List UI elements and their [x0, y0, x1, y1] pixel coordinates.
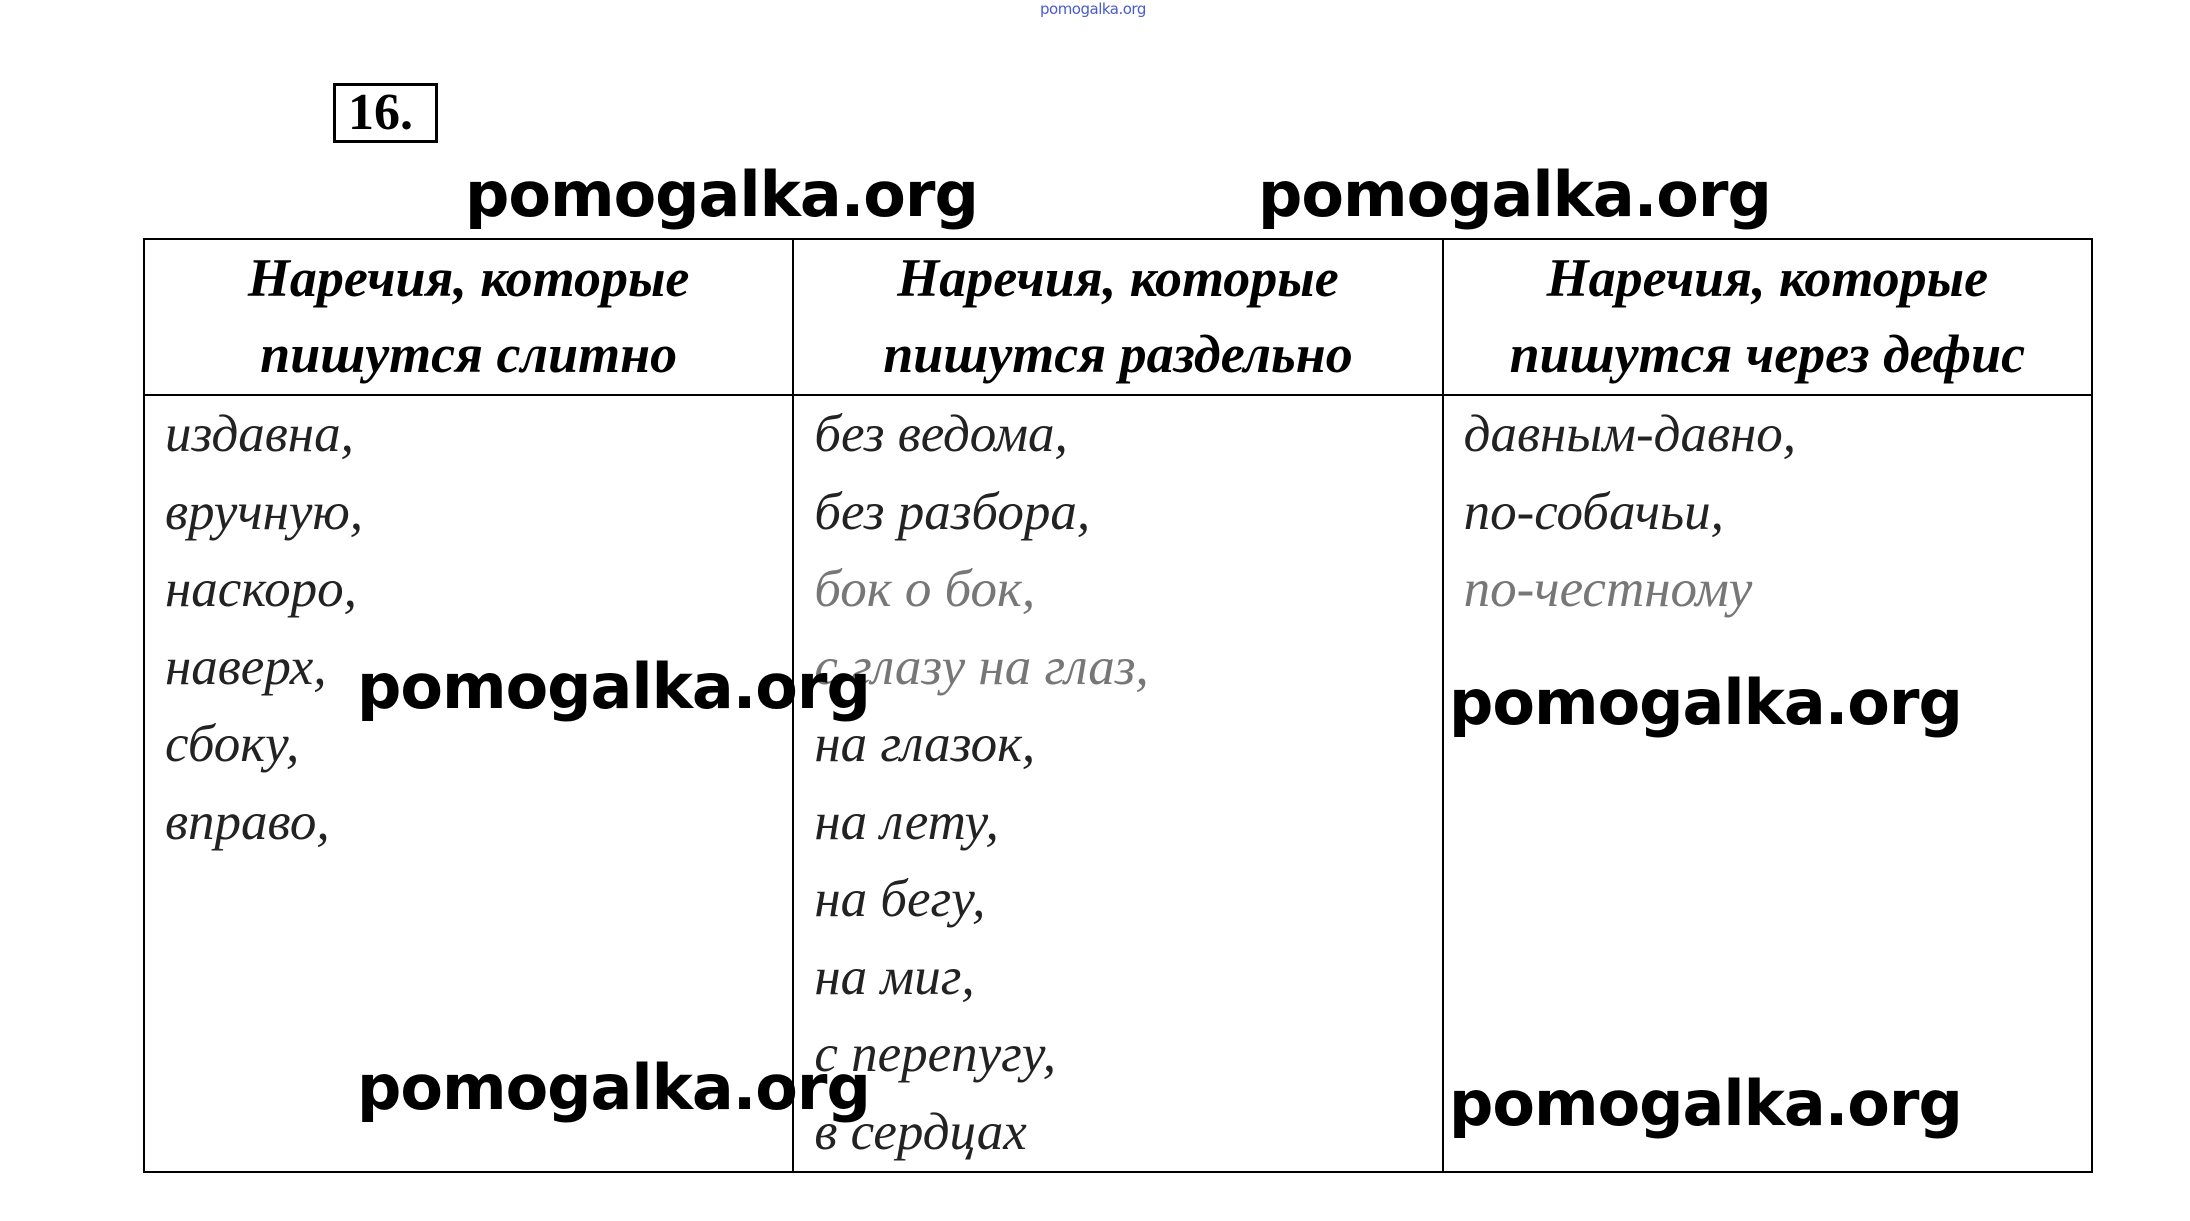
- list-item: без разбора,: [814, 482, 1091, 541]
- watermark: pomogalka.org: [1449, 1067, 1962, 1140]
- list-item: с перепугу,: [814, 1025, 1056, 1083]
- list-item: наскоро,: [165, 560, 357, 618]
- list-item: бок о бок,: [814, 560, 1036, 618]
- list-item: вручную,: [165, 482, 364, 541]
- list-item: на миг,: [814, 947, 975, 1006]
- list-item: в сердцах: [814, 1102, 1027, 1161]
- watermark: pomogalka.org: [357, 650, 870, 723]
- table-header-row: [144, 239, 2092, 395]
- header-separate: Наречия, которые пишутся раздельно: [793, 239, 1442, 395]
- watermark: pomogalka.org: [1449, 666, 1962, 739]
- list-item: сбоку,: [165, 715, 300, 773]
- watermark: pomogalka.org: [465, 158, 978, 231]
- watermark: pomogalka.org: [1258, 158, 1771, 231]
- list-item: на бегу,: [814, 870, 986, 928]
- list-item: наверх,: [165, 637, 327, 696]
- list-item: давным-давно,: [1463, 405, 1796, 463]
- list-item: без ведома,: [814, 405, 1068, 463]
- header-together: Наречия, которые пишутся слитно: [144, 239, 793, 395]
- list-item: на лету,: [814, 792, 999, 851]
- site-link[interactable]: pomogalka.org: [1040, 0, 1146, 18]
- task-number-value: 16: [348, 84, 400, 141]
- list-item: издавна,: [165, 405, 354, 463]
- column-hyphen: [1443, 395, 2092, 1172]
- list-item: на глазок,: [814, 715, 1036, 773]
- column-separate: [793, 395, 1442, 1172]
- list-item: по-собачьи,: [1463, 482, 1724, 541]
- list-item: вправо,: [165, 792, 330, 851]
- list-item: по-честному: [1463, 560, 1753, 618]
- list-item: с глазу на глаз,: [814, 637, 1149, 696]
- task-number: 16.: [333, 83, 438, 143]
- watermark: pomogalka.org: [357, 1051, 870, 1124]
- header-hyphen: Наречия, которые пишутся через дефис: [1443, 239, 2092, 395]
